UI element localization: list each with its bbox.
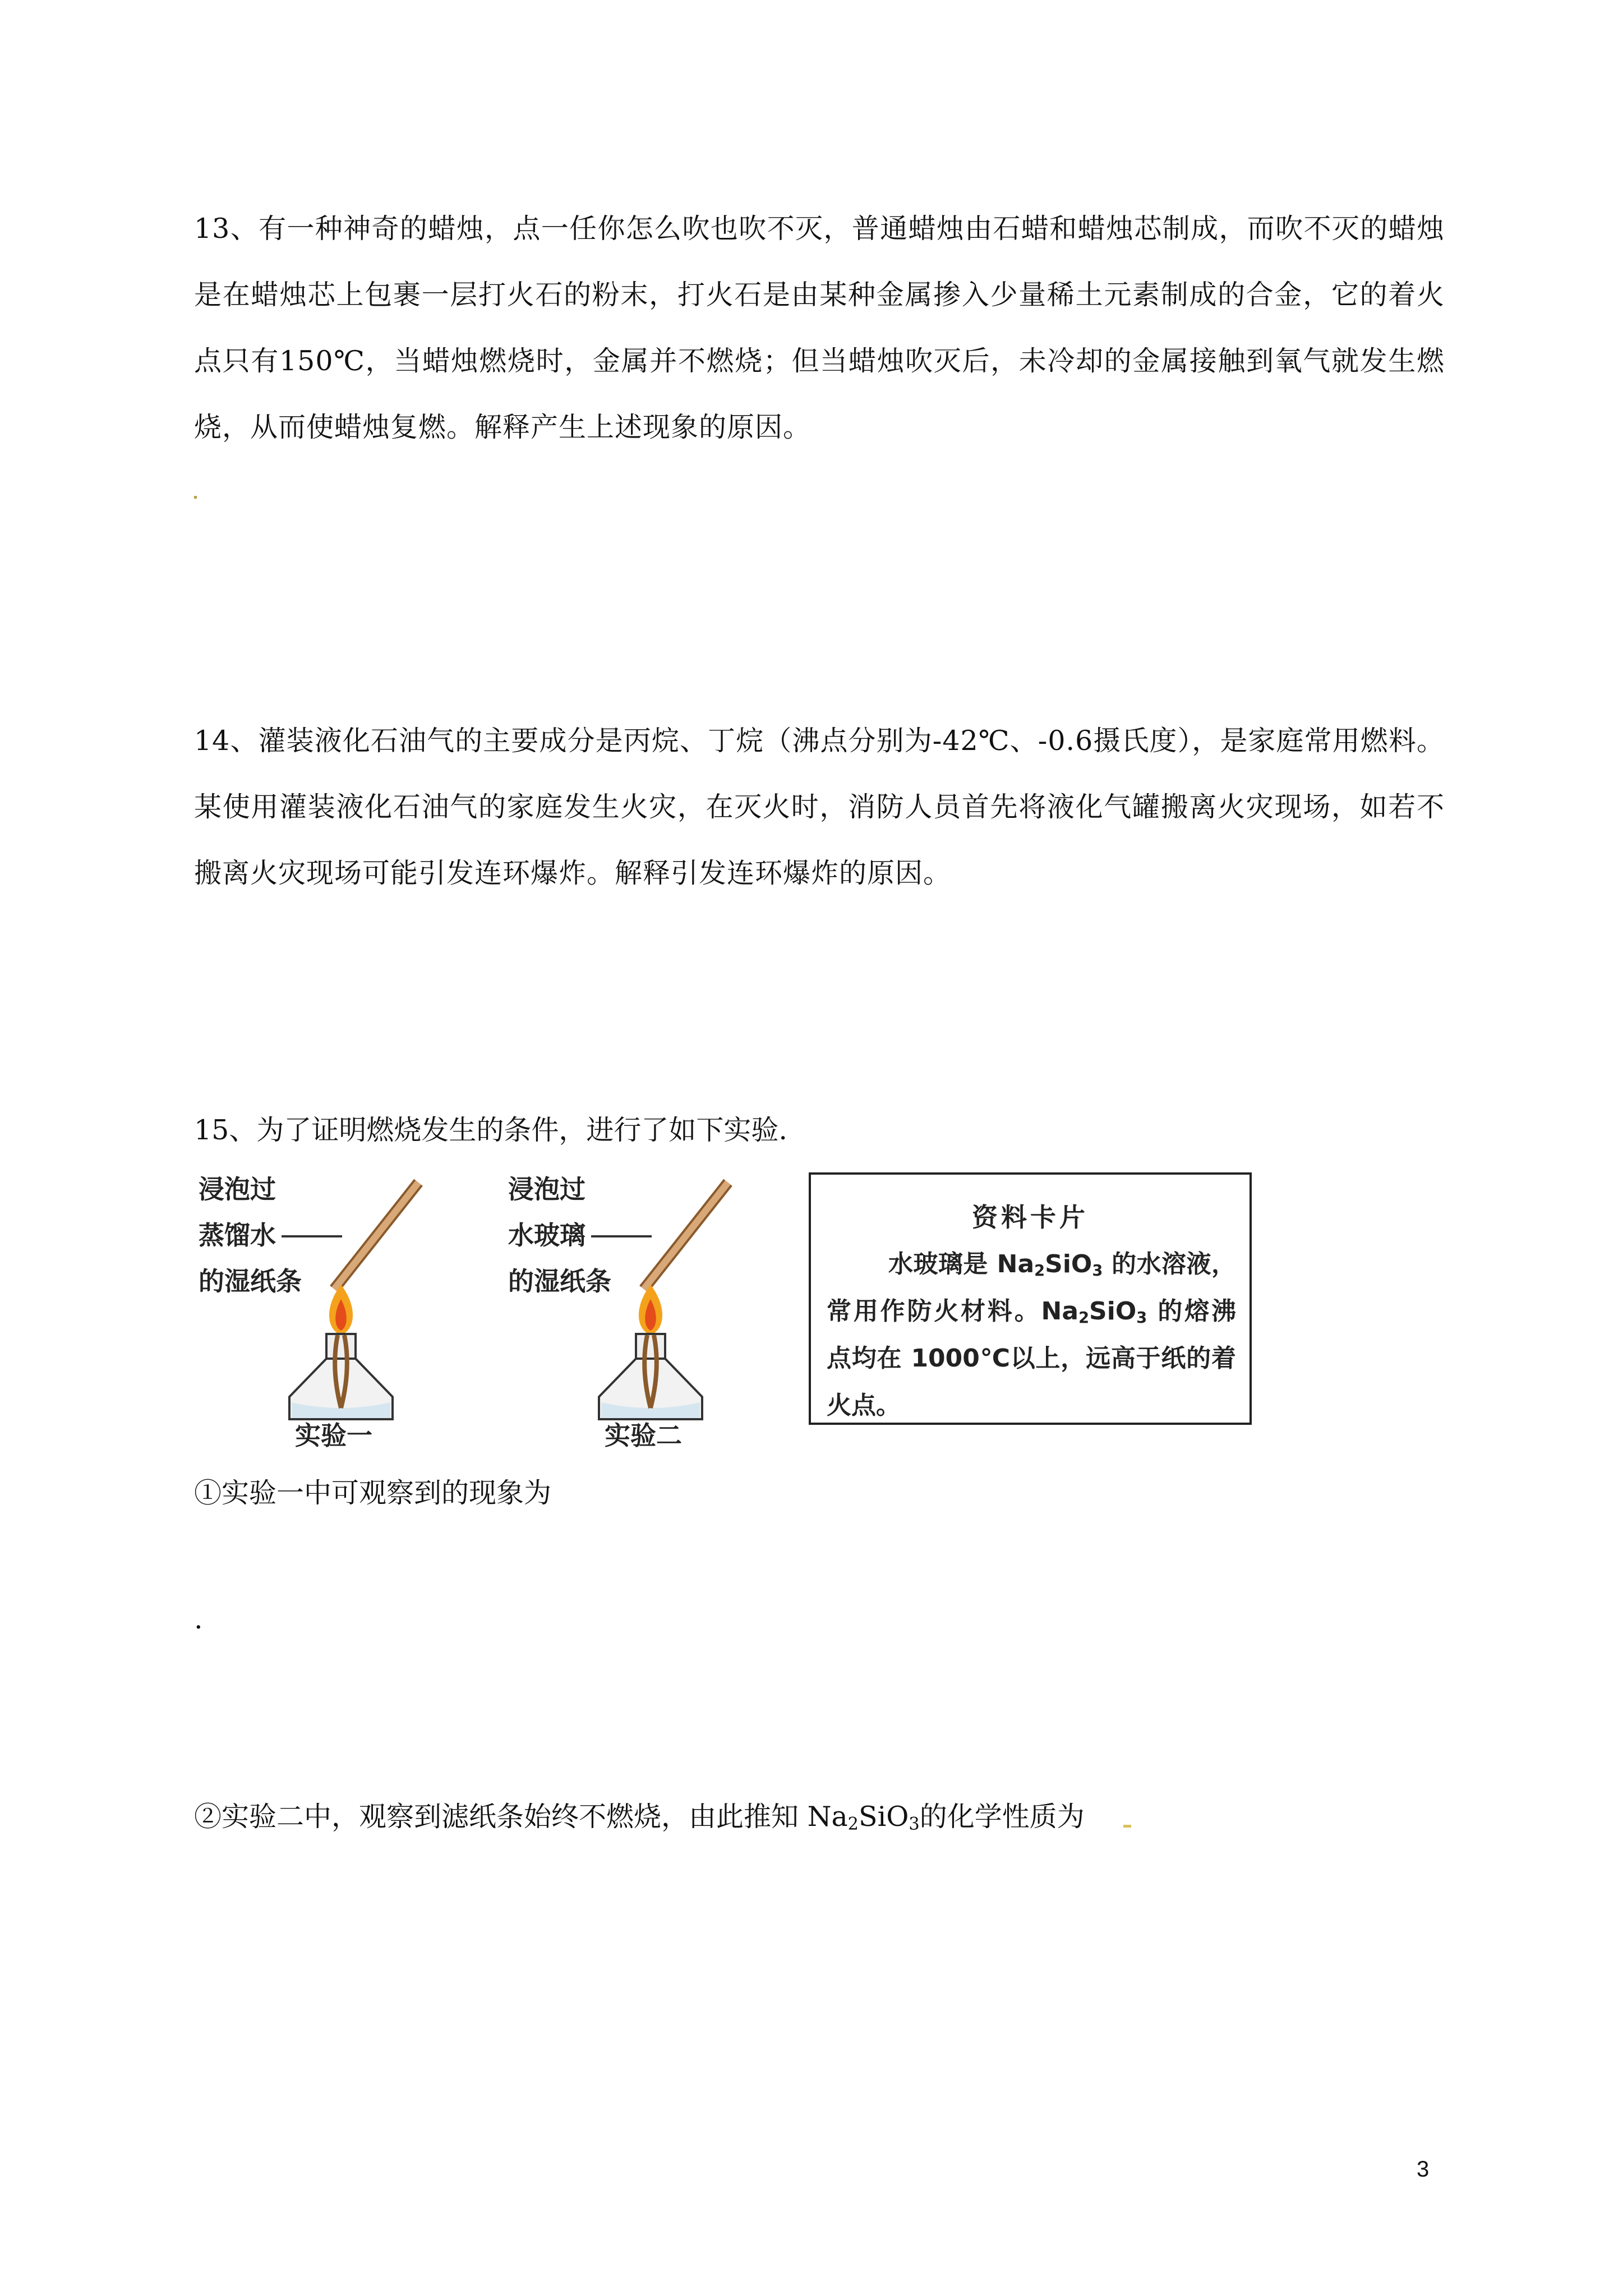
exp2-label-line1: 浸泡过	[508, 1174, 585, 1204]
card-title: 资料卡片	[972, 1202, 1089, 1232]
question-15-sub1: ①实验一中可观察到的现象为	[194, 1477, 552, 1509]
question-15-intro: 15、为了证明燃烧发生的条件，进行了如下实验.	[194, 1114, 787, 1146]
alcohol-lamp-icon	[326, 1334, 356, 1359]
answer-blank-end: .	[194, 1603, 203, 1635]
question-13-text: 13、有一种神奇的蜡烛，点一任你怎么吹也吹不灭，普通蜡烛由石蜡和蜡烛芯制成，而吹不灭的蜡烛是在蜡烛芯上包裹一层打火石的粉末，打火石是由某种金属掺入少量稀土元素制成的合金，它的着火点只有150℃，当蜡烛燃烧时，金属并不燃烧；但当蜡烛吹灭后，未冷却的金属接触到氧气就发生燃烧，从而使蜡烛复燃。解释产生上述现象的原因。	[194, 213, 1445, 443]
exp2-label-line2: 水玻璃	[508, 1220, 585, 1250]
question-14-text: 14、灌装液化石油气的主要成分是丙烷、丁烷（沸点分别为-42℃、-0.6摄氏度），是家庭常用燃料。某使用灌装液化石油气的家庭发生火灾，在灭火时，消防人员首先将液化气罐搬离火灾现场，如若不搬离火灾现场可能引发连环爆炸。解释引发连环爆炸的原因。	[194, 725, 1445, 889]
page-number: 3	[1417, 2157, 1430, 2182]
answer-mark	[194, 496, 197, 499]
experiment-1-figure	[194, 1167, 486, 1447]
exp1-label-line2: 蒸馏水	[199, 1220, 276, 1250]
card-body: 水玻璃是 $Na_2SiO_3$ 的水溶液，常用作防火材料。$Na_2SiO_3$ 的熔沸点均在 1000℃以上，远高于纸的着火点。	[827, 1250, 1236, 1420]
exp1-label-line1: 浸泡过	[199, 1174, 276, 1204]
data-card	[809, 1172, 1252, 1425]
exp1-label-line3: 的湿纸条	[199, 1266, 302, 1296]
exp2-label-line3: 的湿纸条	[508, 1266, 611, 1296]
answer-mark	[1123, 1825, 1131, 1828]
experiment-2-figure	[504, 1167, 795, 1447]
exp2-caption: 实验二	[605, 1420, 682, 1447]
alcohol-lamp-icon	[636, 1334, 665, 1359]
question-15-sub2: ②实验二中，观察到滤纸条始终不燃烧，由此推知 $Na_2SiO_3$的化学性质为	[194, 1801, 1085, 1834]
exp1-caption: 实验一	[295, 1420, 372, 1447]
